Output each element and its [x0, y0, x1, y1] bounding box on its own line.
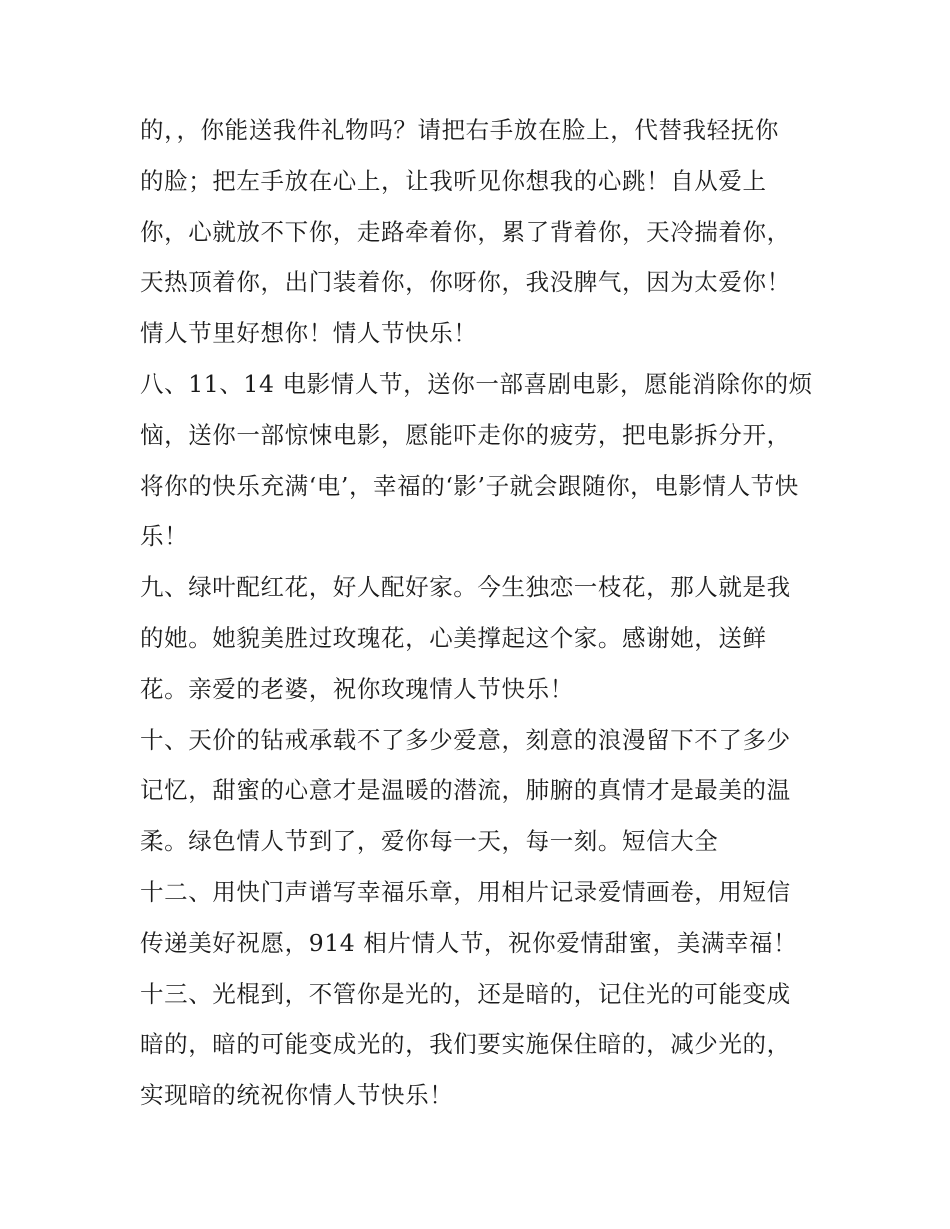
text-line: 十、天价的钻戒承载不了多少爱意，刻意的浪漫留下不了多少 [140, 725, 791, 754]
text-line: 乐！ [140, 522, 189, 551]
text-line: 的她。她貌美胜过玫瑰花，心美撑起这个家。感谢她，送鲜 [140, 623, 767, 652]
text-line: 柔。绿色情人节到了，爱你每一天，每一刻。短信大全 [140, 827, 719, 856]
text-line: 花。亲爱的老婆，祝你玫瑰情人节快乐！ [140, 674, 574, 703]
text-line: 九、绿叶配红花，好人配好家。今生独恋一枝花，那人就是我 [140, 573, 791, 602]
text-line: 十三、光棍到，不管你是光的，还是暗的，记住光的可能变成 [140, 979, 791, 1008]
text-line: 的脸；把左手放在心上，让我听见你想我的心跳！自从爱上 [140, 166, 767, 195]
text-line: 情人节里好想你！情人节快乐！ [140, 319, 478, 348]
text-line: 的，，你能送我件礼物吗？请把右手放在脸上，代替我轻抚你 [140, 116, 779, 144]
text-line: 传递美好祝愿，914 相片情人节，祝你爱情甜蜜，美满幸福！ [140, 928, 798, 957]
text-line: 记忆，甜蜜的心意才是温暖的潜流，肺腑的真情才是最美的温 [140, 776, 791, 805]
text-line: 恼，送你一部惊悚电影，愿能吓走你的疲劳，把电影拆分开， [140, 420, 791, 449]
body-text [140, 105, 820, 1121]
text-line: 实现暗的统祝你情人节快乐！ [140, 1081, 454, 1110]
text-line: 天热顶着你，出门装着你，你呀你，我没脾气，因为太爱你！ [140, 268, 791, 297]
text-line: 暗的，暗的可能变成光的，我们要实施保住暗的，减少光的， [140, 1030, 791, 1059]
text-line: 将你的快乐充满‘电’，幸福的‘影’子就会跟随你，电影情人节快 [140, 471, 799, 500]
text-line: 十二、用快门声谱写幸福乐章，用相片记录爱情画卷，用短信 [140, 877, 791, 906]
text-line: 你，心就放不下你，走路牵着你，累了背着你，天冷揣着你， [140, 217, 791, 246]
text-line: 八、11、14 电影情人节，送你一部喜剧电影，愿能消除你的烦 [140, 369, 813, 398]
